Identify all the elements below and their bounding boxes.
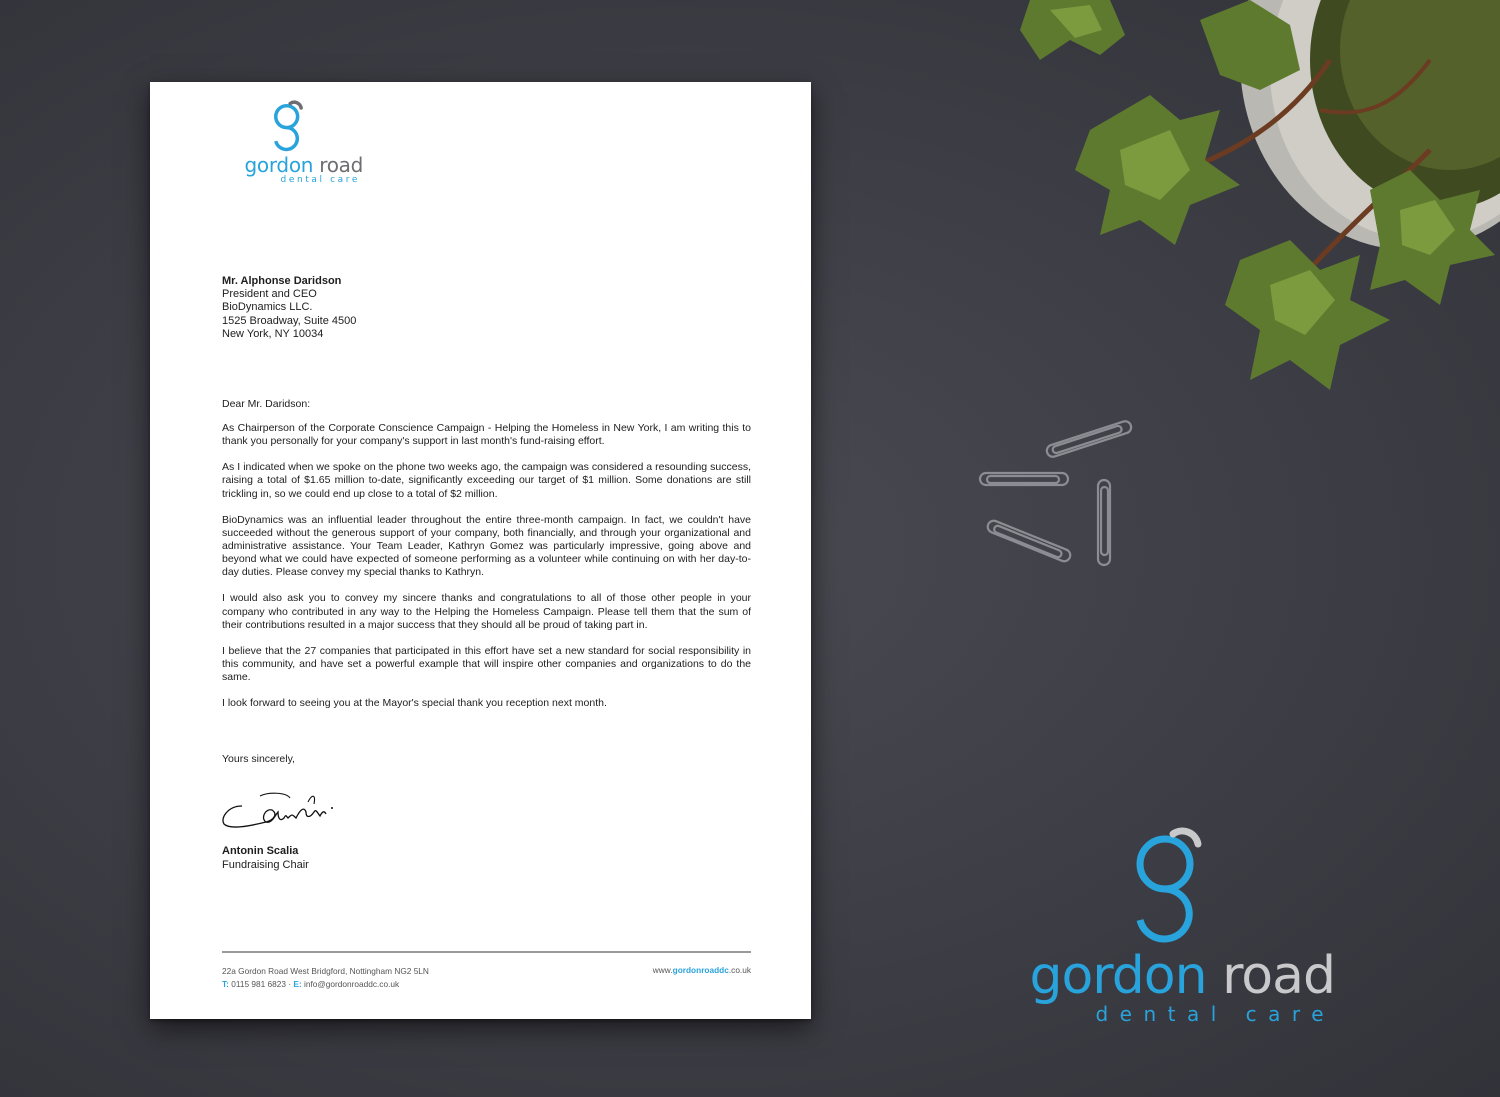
recipient-company: BioDynamics LLC. [222, 301, 313, 314]
body-paragraph: I would also ask you to convey my sincere thanks and congratulations to all of those other people in your company who contributed in any way to the Helping the Homeless Campaign. Please tell them that the sum of their contributions resulted in a major success that they should all be proud of taking part in. [222, 592, 751, 631]
body-paragraph: I look forward to seeing you at the Mayor's special thank you reception next month. [222, 697, 607, 710]
letterhead-paper [150, 82, 811, 1019]
footer-divider [222, 951, 751, 953]
plant-decoration [990, 0, 1500, 440]
tel-label: T: [222, 979, 229, 989]
recipient-street: 1525 Broadway, Suite 4500 [222, 314, 357, 327]
body-paragraph: BioDynamics was an influential leader throughout the entire three-month campaign. In fact, we couldn't have succeeded without the generous support of your company, both financially, and through your organizational and administrative assistance. Your Team Leader, Kathryn Gomez was particularly impressive, going above and beyond what we could have expected of someone performing as a volunteer while continuing on with her day-to-day duties. Please convey my special thanks to Kathryn. [222, 513, 751, 579]
letter-body [222, 422, 751, 723]
recipient-city: New York, NY 10034 [222, 327, 324, 340]
brand-name-part2: road [1222, 946, 1335, 1006]
footer-address: 22a Gordon Road West Bridgford, Nottingham NG2 5LN [222, 966, 429, 976]
recipient-address [222, 275, 356, 341]
brand-wordmark-large [990, 948, 1335, 1004]
signature-image [220, 784, 338, 834]
body-paragraph: I believe that the 27 companies that participated in this effort have set a new standard for social responsibility in this community, and have set a powerful example that will inspire other companies and organizations to do the same. [222, 644, 751, 684]
email-label: E: [293, 979, 302, 989]
web-prefix: www. [652, 965, 673, 975]
brand-name-part2: road [319, 153, 363, 177]
recipient-title: President and CEO [222, 288, 317, 301]
logo-mark-icon [270, 100, 306, 156]
logo-mark-icon [1128, 826, 1208, 954]
signer-name: Antonin Scalia [222, 845, 299, 857]
salutation: Dear Mr. Daridson: [222, 398, 311, 410]
brand-tagline: dental care [280, 175, 360, 185]
brand-name-part1: gordon [244, 153, 314, 177]
body-paragraph: As Chairperson of the Corporate Conscience Campaign - Helping the Homeless in New York, I am writing this to thank you personally for your company's support in last month's fund-raising effort. [222, 422, 751, 448]
paper-clips [975, 415, 1150, 575]
footer-phone-email [222, 978, 429, 991]
letterhead-logo [221, 100, 363, 190]
recipient-name: Mr. Alphonse Daridson [222, 275, 342, 287]
brand-name-part1: gordon [1029, 946, 1207, 1006]
signer-block [222, 845, 309, 872]
tel-value: 0115 981 6823 [231, 979, 286, 989]
separator: · [288, 979, 292, 989]
brand-tagline-large: dental care [1095, 1002, 1335, 1026]
email-value: info@gordonroaddc.co.uk [304, 979, 400, 989]
web-domain: gordonroaddc [672, 965, 729, 975]
closing: Yours sincerely, [222, 753, 295, 765]
desk-logo [990, 820, 1350, 1030]
footer-website [653, 965, 751, 975]
body-paragraph: As I indicated when we spoke on the phone two weeks ago, the campaign was considered a resounding success, raising a total of $1.65 million to-date, significantly exceeding our target of $1 million. Some donations are still trickling in, so we could end up close to a total of $2 million. [222, 461, 751, 500]
brand-wordmark [221, 154, 363, 176]
footer-contact [222, 965, 429, 991]
web-suffix: .co.uk [728, 965, 751, 975]
signer-title: Fundraising Chair [222, 858, 309, 871]
